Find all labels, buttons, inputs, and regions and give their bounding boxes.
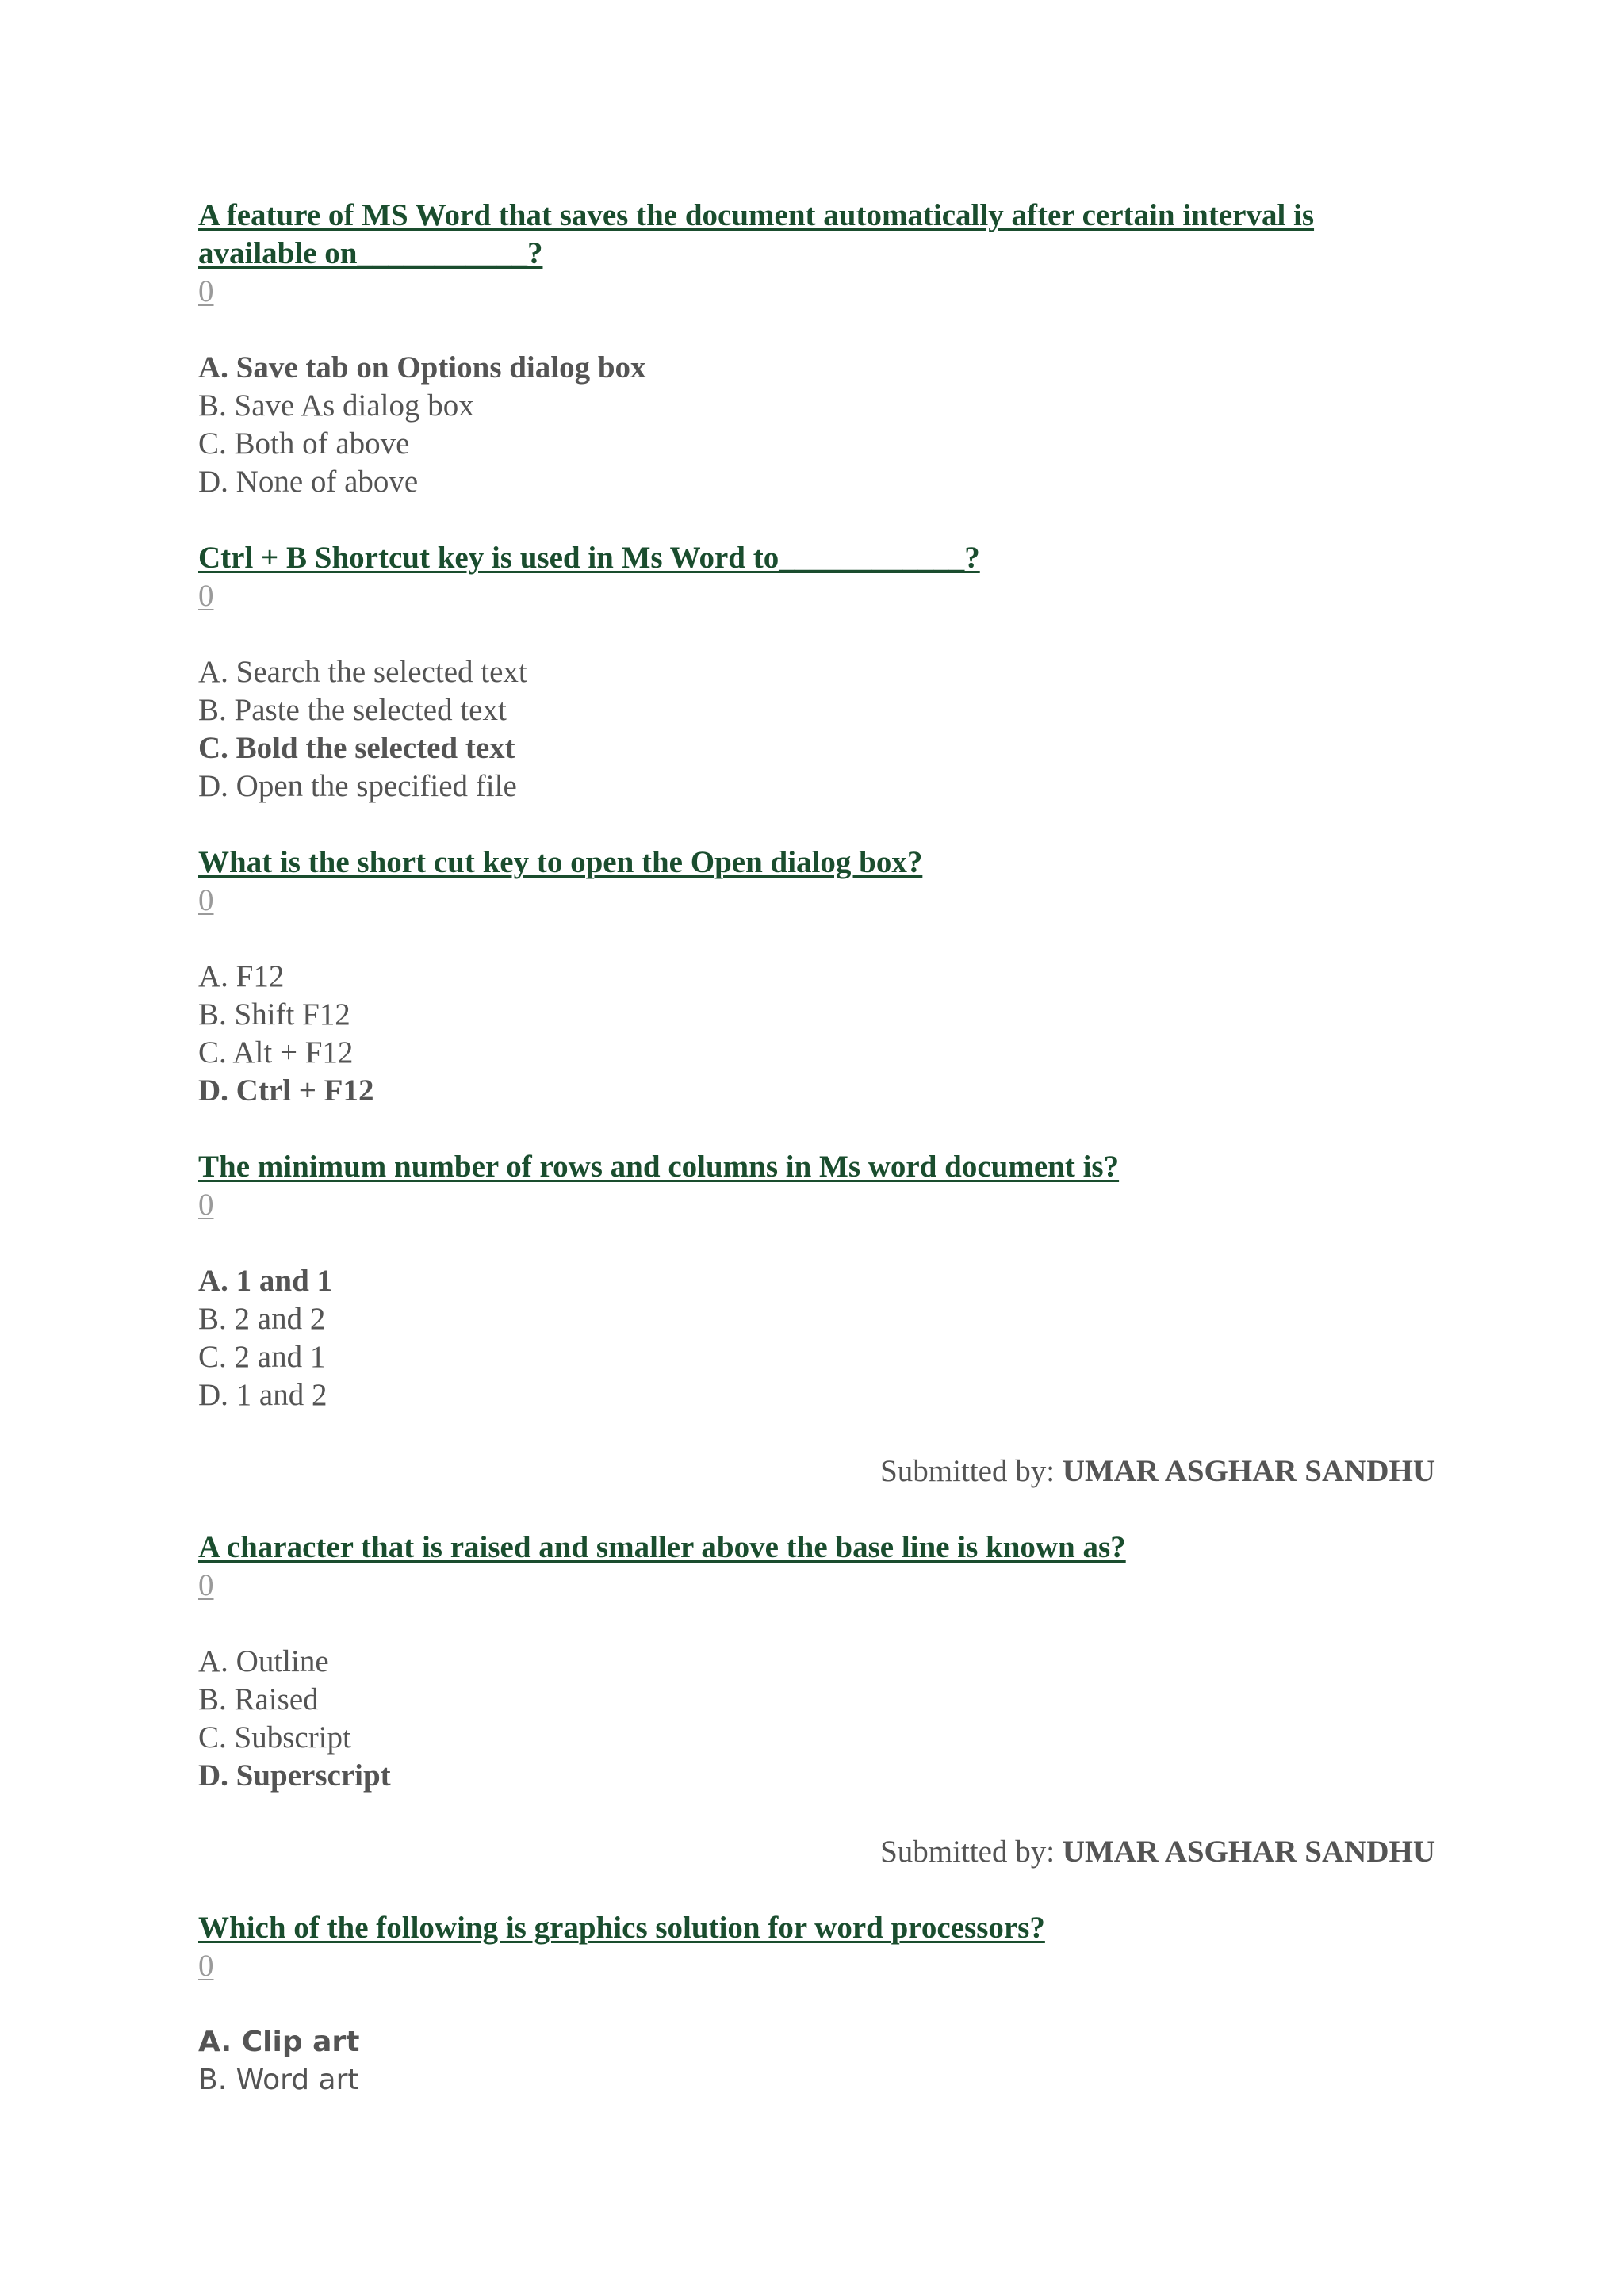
answer-options	[198, 1643, 1435, 1795]
spacer	[198, 806, 1435, 844]
question-block	[198, 844, 1435, 1148]
answer-option: C. 2 and 1	[198, 1340, 326, 1374]
spacer	[198, 1414, 1435, 1452]
answer-options	[198, 1262, 1435, 1414]
quiz-page	[198, 197, 1435, 2137]
answer-option: B. Word art	[198, 2064, 359, 2096]
answer-option: B. Raised	[198, 1682, 319, 1716]
spacer	[198, 501, 1435, 539]
answer-option-correct: D. Superscript	[198, 1758, 391, 1793]
answer-option: D. Open the specified file	[198, 769, 517, 803]
comment-count-link[interactable]: 0	[198, 883, 214, 917]
submitter-name: UMAR ASGHAR SANDHU	[1062, 1835, 1435, 1869]
answer-option: A. F12	[198, 959, 285, 993]
answer-option-correct: C. Bold the selected text	[198, 731, 515, 765]
answer-option: D. 1 and 2	[198, 1378, 327, 1412]
answer-option: C. Both of above	[198, 427, 410, 461]
submitter-name: UMAR ASGHAR SANDHU	[1062, 1454, 1435, 1488]
question-title[interactable]: Which of the following is graphics solution for word processors?	[198, 1911, 1045, 1945]
question-title[interactable]: What is the short cut key to open the Open dialog box?	[198, 845, 923, 879]
spacer	[198, 311, 1435, 349]
question-title[interactable]: A character that is raised and smaller above the base line is known as?	[198, 1530, 1126, 1564]
submitted-by-label: Submitted by:	[880, 1835, 1063, 1869]
question-title[interactable]: Ctrl + B Shortcut key is used in Ms Word to____________?	[198, 541, 980, 575]
spacer	[198, 1605, 1435, 1643]
question-title[interactable]: A feature of MS Word that saves the document automatically after certain interval is available on___________?	[198, 198, 1315, 270]
answer-options	[198, 349, 1435, 501]
answer-option: A. Search the selected text	[198, 655, 527, 689]
question-block	[198, 197, 1435, 539]
answer-option: B. Shift F12	[198, 997, 350, 1031]
spacer	[198, 2099, 1435, 2137]
submitted-by	[198, 1452, 1435, 1490]
spacer	[198, 615, 1435, 653]
submitted-by	[198, 1833, 1435, 1871]
comment-count-link[interactable]: 0	[198, 1568, 214, 1602]
answer-option: C. Alt + F12	[198, 1035, 354, 1070]
answer-option-correct: A. Clip art	[198, 2026, 360, 2058]
spacer	[198, 1224, 1435, 1262]
question-title[interactable]: The minimum number of rows and columns in Ms word document is?	[198, 1150, 1120, 1184]
question-block	[198, 1909, 1435, 2137]
answer-option: B. Save As dialog box	[198, 388, 474, 423]
comment-count-link[interactable]: 0	[198, 579, 214, 613]
question-block	[198, 539, 1435, 844]
answer-option: A. Outline	[198, 1644, 329, 1678]
answer-option-correct: D. Ctrl + F12	[198, 1073, 374, 1108]
comment-count-link[interactable]: 0	[198, 1188, 214, 1222]
question-block	[198, 1529, 1435, 1871]
answer-option-correct: A. Save tab on Options dialog box	[198, 350, 646, 385]
comment-count-link[interactable]: 0	[198, 274, 214, 308]
answer-option-correct: A. 1 and 1	[198, 1264, 333, 1298]
answer-option: B. 2 and 2	[198, 1302, 326, 1336]
spacer	[198, 920, 1435, 958]
answer-option: C. Subscript	[198, 1720, 351, 1755]
answer-options	[198, 2023, 1435, 2099]
comment-count-link[interactable]: 0	[198, 1949, 214, 1983]
submitted-by-label: Submitted by:	[880, 1454, 1063, 1488]
spacer	[198, 1795, 1435, 1833]
answer-option: D. None of above	[198, 465, 419, 499]
answer-options	[198, 653, 1435, 806]
spacer	[198, 1110, 1435, 1148]
answer-options	[198, 958, 1435, 1110]
spacer	[198, 1985, 1435, 2023]
answer-option: B. Paste the selected text	[198, 693, 507, 727]
question-block	[198, 1148, 1435, 1490]
